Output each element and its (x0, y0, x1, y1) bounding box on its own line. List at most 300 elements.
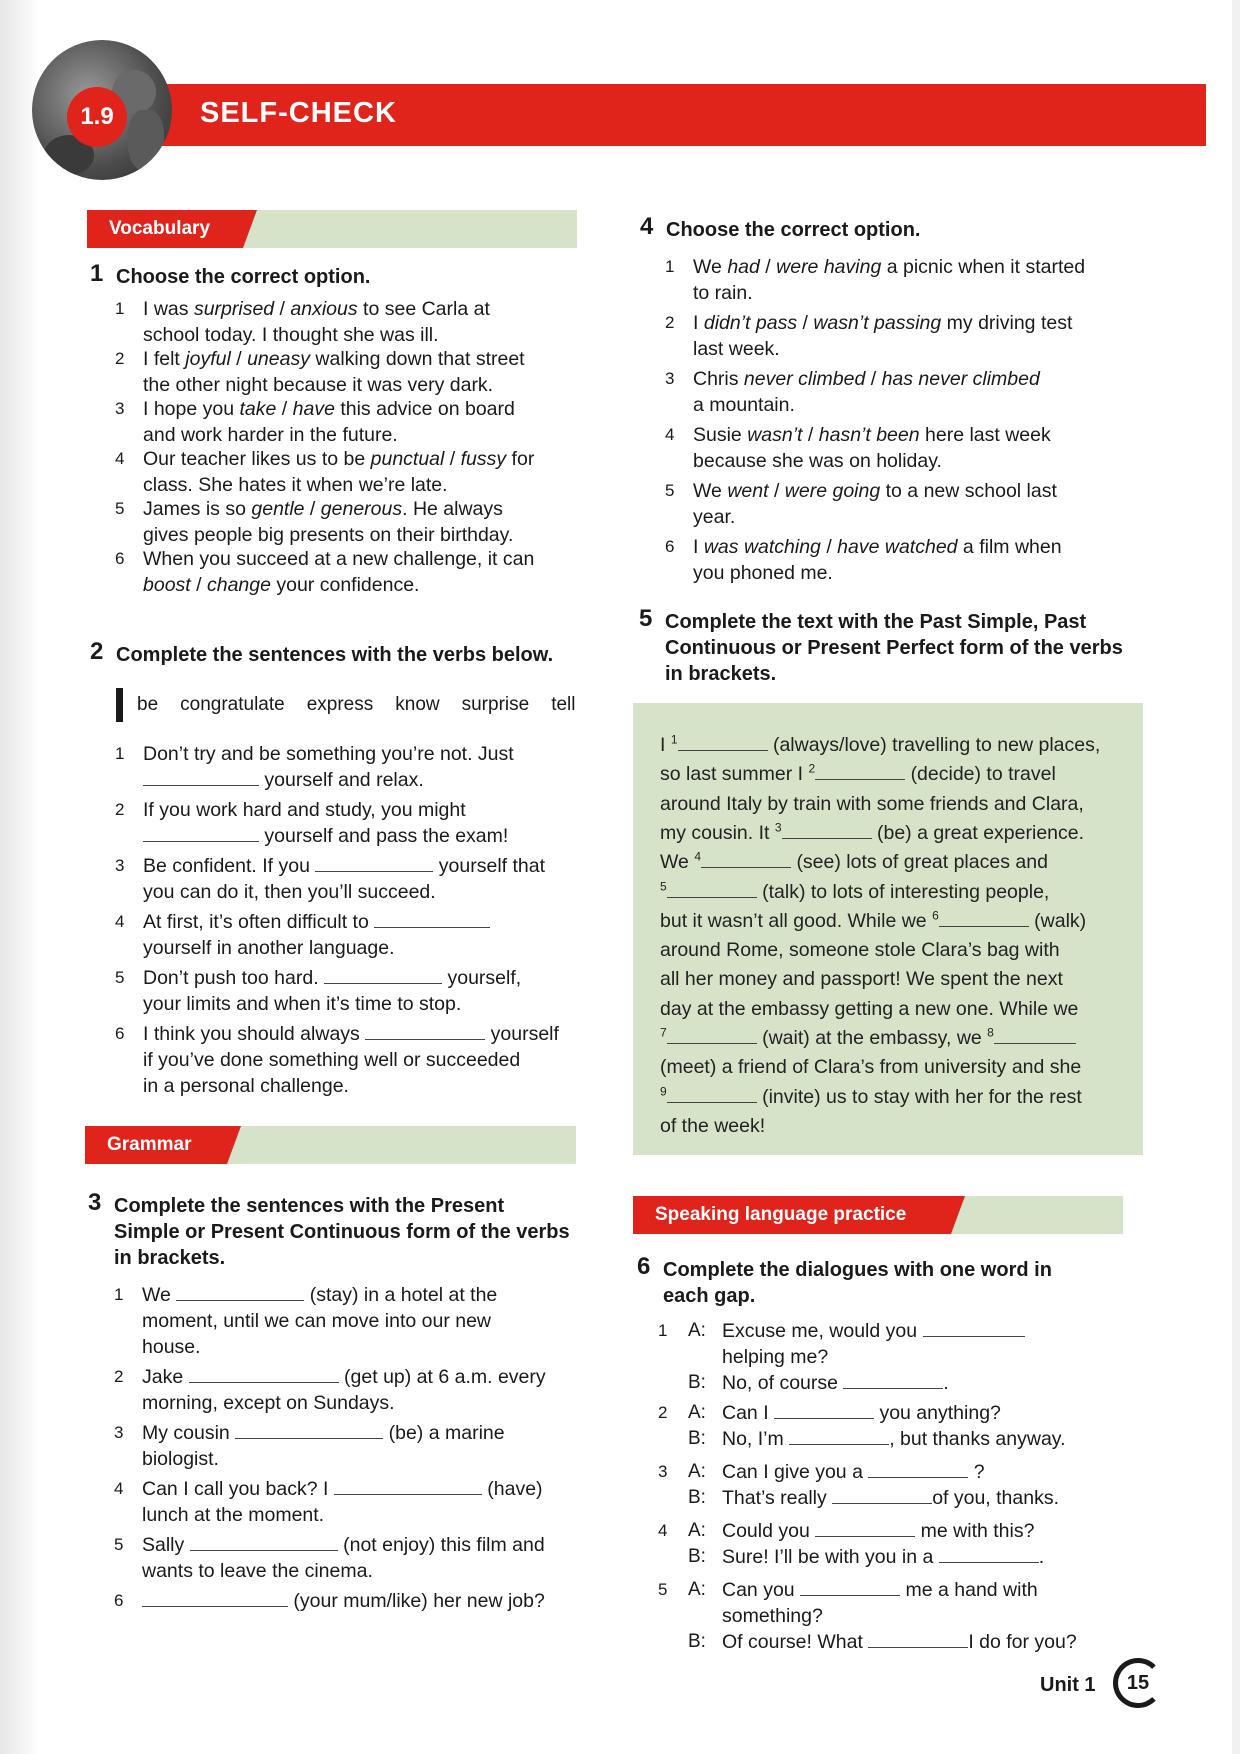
option-a: gentle (251, 498, 305, 520)
text-run: to rain. (693, 282, 753, 304)
speaker-a-line (688, 1518, 1044, 1544)
item-line (143, 767, 514, 793)
item-line (143, 797, 508, 823)
speaker-a-line (688, 1400, 1066, 1426)
item-number: 2 (115, 800, 125, 819)
option-b: generous (320, 498, 403, 520)
exercise-item (114, 1364, 546, 1416)
text-run: your confidence. (270, 574, 420, 596)
word-bank-word: express (306, 694, 374, 715)
item-line (143, 1073, 559, 1099)
text-run: of you, thanks. (932, 1487, 1060, 1509)
text-run: I was (143, 298, 194, 320)
text-run: (talk) to lots of interesting people, (762, 880, 1050, 903)
item-line (142, 1446, 505, 1472)
gap-number: 8 (987, 1025, 994, 1040)
exercise-3-title (88, 1189, 570, 1271)
exercise-instruction: Choose the correct option. (666, 219, 921, 241)
answer-gap[interactable] (176, 1286, 304, 1301)
text-run: We (693, 256, 728, 278)
text-run: No, of course (722, 1372, 838, 1394)
text-run: / (797, 312, 814, 334)
text-run: I do for you? (968, 1631, 1077, 1653)
item-line (143, 741, 514, 767)
exercise-4-title (640, 213, 921, 243)
exercise-item (665, 366, 1040, 418)
speaker-b-line (688, 1426, 1066, 1452)
story-line (660, 908, 1086, 934)
text-run: and work harder in the future. (143, 424, 398, 446)
exercise-number: 6 (637, 1253, 651, 1280)
option-b: change (206, 574, 271, 596)
text-run: (walk) (1034, 909, 1087, 932)
story-line (660, 1054, 1081, 1080)
answer-gap[interactable] (143, 771, 259, 786)
item-line (693, 310, 1072, 336)
story-line (660, 1113, 765, 1139)
grammar-label: Grammar (85, 1126, 227, 1164)
answer-gap[interactable] (701, 853, 791, 868)
lesson-number-badge: 1.9 (67, 87, 127, 147)
item-line (693, 366, 1040, 392)
exercise-item (665, 534, 1062, 586)
answer-gap[interactable] (843, 1374, 943, 1389)
gap-number: 7 (660, 1025, 667, 1040)
word-bank-marker (116, 688, 123, 722)
gap-number: 1 (670, 732, 678, 747)
text-run: / (865, 368, 882, 390)
item-line (143, 496, 513, 522)
speaker-a: A: (688, 1461, 706, 1482)
text-run: lunch at the moment. (142, 1504, 325, 1526)
option-a: surprised (193, 298, 275, 320)
story-line (660, 791, 1084, 817)
exercise-item (115, 296, 490, 348)
item-number: 4 (115, 449, 125, 468)
text-run: something? (722, 1605, 823, 1627)
answer-gap[interactable] (815, 765, 905, 780)
text-run: all her money and passport! We spent the next (660, 968, 1063, 991)
exercise-item (115, 965, 522, 1017)
text-run: (always/love) travelling to new places, (772, 734, 1101, 756)
exercise-item (665, 478, 1057, 530)
item-line (142, 1390, 546, 1416)
answer-gap[interactable] (667, 1088, 757, 1103)
text-run: last week. (693, 338, 780, 360)
option-b: were going (784, 480, 881, 502)
gap-number: 2 (808, 761, 816, 776)
text-run: (be) a marine (388, 1422, 505, 1444)
word-bank-word: tell (551, 694, 576, 715)
exercise-item (665, 422, 1051, 474)
answer-gap[interactable] (832, 1489, 932, 1504)
story-line (660, 937, 1060, 963)
text-run: At first, it’s often difficult to (143, 911, 369, 933)
grammar-section-bar (85, 1126, 576, 1164)
item-line (142, 1282, 497, 1308)
text-run: Chris (693, 368, 744, 390)
text-run: a mountain. (693, 394, 795, 416)
text-run: a picnic when it started (881, 256, 1086, 278)
text-run: No, I’m (722, 1428, 784, 1450)
exercise-item (665, 254, 1086, 306)
option-a: went (727, 480, 769, 502)
speaker-a: A: (688, 1320, 706, 1341)
text-run: . (1038, 1546, 1045, 1568)
answer-gap[interactable] (324, 969, 442, 984)
exercise-item (114, 1420, 505, 1472)
item-line (693, 448, 1051, 474)
answer-gap[interactable] (789, 1430, 889, 1445)
text-run: me with this? (920, 1520, 1035, 1542)
exercise-number: 1 (90, 260, 104, 287)
text-run: your limits and when it’s time to stop. (143, 993, 462, 1015)
item-number: 5 (115, 499, 125, 518)
item-line (693, 280, 1085, 306)
story-line (660, 820, 1084, 846)
story-line (660, 996, 1078, 1022)
text-run: , but thanks anyway. (889, 1428, 1066, 1450)
answer-gap[interactable] (142, 1592, 288, 1607)
item-line (693, 504, 1057, 530)
text-run: Can I give you a (722, 1461, 863, 1483)
answer-gap[interactable] (334, 1480, 482, 1495)
text-run: day at the embassy getting a new one. While we (660, 997, 1079, 1020)
option-b: has never climbed (881, 368, 1040, 390)
story-line (660, 732, 1100, 758)
text-run: I (693, 312, 704, 334)
story-line (660, 849, 1048, 875)
exercise-item (114, 1532, 545, 1584)
option-a: never climbed (743, 368, 866, 390)
text-run: (your mum/like) her new job? (293, 1590, 545, 1612)
text-run: Our teacher likes us to be (143, 448, 371, 470)
answer-gap[interactable] (678, 736, 768, 751)
item-number: 4 (658, 1521, 668, 1540)
text-run: a film when (957, 536, 1062, 558)
item-line (693, 478, 1057, 504)
story-line (660, 966, 1063, 992)
exercise-number: 2 (90, 638, 104, 665)
text-run: Could you (722, 1520, 810, 1542)
item-number: 1 (115, 744, 125, 763)
item-line (143, 1021, 559, 1047)
answer-gap[interactable] (315, 857, 433, 872)
item-number: 2 (114, 1367, 124, 1386)
speaker-a: A: (688, 1402, 706, 1423)
answer-gap[interactable] (667, 1029, 757, 1044)
story-line (660, 761, 1056, 787)
exercise-instruction-line: in brackets. (665, 663, 777, 685)
option-b: hasn’t been (818, 424, 920, 446)
item-line (693, 534, 1062, 560)
item-number: 5 (658, 1580, 668, 1599)
answer-gap[interactable] (190, 1536, 338, 1551)
answer-gap[interactable] (939, 912, 1029, 927)
option-b: have (292, 398, 335, 420)
text-run: year. (693, 506, 736, 528)
text-run: biologist. (142, 1448, 219, 1470)
text-run: (decide) to travel (910, 763, 1056, 786)
exercise-item (115, 346, 525, 398)
option-b: were having (776, 256, 882, 278)
exercise-instruction-line: Simple or Present Continuous form of the verbs (114, 1221, 570, 1243)
answer-gap[interactable] (374, 913, 490, 928)
text-run: Can I call you back? I (142, 1478, 329, 1500)
item-line (143, 546, 534, 572)
text-run: walking down that street (309, 348, 525, 370)
text-run: around Rome, someone stole Clara’s bag with (660, 939, 1060, 962)
option-b: uneasy (247, 348, 310, 370)
text-run: / (802, 424, 819, 446)
text-run: yourself (490, 1023, 559, 1045)
text-run: moment, until we can move into our new (142, 1310, 492, 1332)
page-title: SELF-CHECK (200, 97, 397, 129)
text-run: We (142, 1284, 171, 1306)
word-bank-word: be (137, 694, 159, 715)
speaker-a: A: (688, 1579, 706, 1600)
item-line (143, 296, 490, 322)
text-run: Susie (693, 424, 748, 446)
answer-gap[interactable] (143, 827, 259, 842)
item-line (143, 346, 525, 372)
text-run: I felt (143, 348, 186, 370)
page-edge (1232, 0, 1240, 1754)
text-run: the other night because it was very dark. (143, 374, 494, 396)
item-number: 2 (115, 349, 125, 368)
item-number: 6 (665, 537, 675, 556)
speaker-a: A: (688, 1520, 706, 1541)
item-line (693, 336, 1072, 362)
text-run: yourself and relax. (264, 769, 424, 791)
dialogue (658, 1400, 1066, 1452)
text-run: (not enjoy) this film and (343, 1534, 545, 1556)
gap-number: 5 (660, 879, 667, 893)
item-number: 2 (665, 313, 675, 332)
word-bank-word: know (395, 694, 440, 715)
answer-gap[interactable] (868, 1463, 968, 1478)
text-run: Don’t push too hard. (143, 967, 319, 989)
text-run: yourself and pass the exam! (264, 825, 509, 847)
exercise-item (665, 310, 1073, 362)
item-number: 3 (114, 1423, 124, 1442)
speaker-b: B: (688, 1372, 706, 1393)
item-line (143, 853, 545, 879)
item-line (143, 991, 521, 1017)
item-line (143, 823, 508, 849)
text-run: you anything? (879, 1402, 1001, 1424)
text-run: I hope you (143, 398, 240, 420)
text-run: (wait) at the embassy, we (762, 1027, 988, 1049)
text-run: Can I (722, 1402, 769, 1424)
speaker-b-line (688, 1370, 1025, 1396)
text-run: yourself, (447, 967, 522, 989)
speaker-a-line (688, 1318, 1025, 1344)
item-number: 6 (115, 1024, 125, 1043)
text-run: helping me? (722, 1346, 829, 1368)
item-line (693, 422, 1051, 448)
text-run: in a personal challenge. (143, 1075, 349, 1097)
option-b: wasn’t passing (813, 312, 942, 334)
answer-gap[interactable] (235, 1424, 383, 1439)
item-line (143, 396, 515, 422)
answer-gap[interactable] (800, 1581, 900, 1596)
gap-number: 9 (660, 1084, 667, 1099)
item-number: 1 (115, 299, 125, 318)
speaker-b: B: (688, 1631, 706, 1652)
answer-gap[interactable] (939, 1548, 1039, 1563)
item-line (693, 254, 1085, 280)
option-a: wasn’t (747, 424, 803, 446)
answer-gap[interactable] (868, 1633, 968, 1648)
exercise-instruction-line: Continuous or Present Perfect form of the verbs (665, 637, 1123, 659)
item-number: 3 (115, 856, 125, 875)
gap-number: 4 (694, 849, 702, 864)
answer-gap[interactable] (782, 824, 872, 839)
option-b: anxious (290, 298, 358, 320)
text-run: this advice on board (334, 398, 515, 420)
text-run: of the week! (660, 1114, 766, 1137)
item-number: 5 (665, 481, 675, 500)
text-run: (be) a great experience. (876, 821, 1085, 844)
text-run: We (693, 480, 728, 502)
answer-gap[interactable] (994, 1029, 1076, 1044)
item-number: 1 (665, 257, 675, 276)
item-line (143, 522, 513, 548)
text-run: Sally (142, 1534, 185, 1556)
text-run: / (444, 448, 461, 470)
word-bank-word: surprise (461, 694, 530, 715)
gap-number: 6 (932, 908, 939, 923)
text-run: so last summer I (660, 763, 809, 786)
text-run: yourself that (438, 855, 546, 877)
text-run: you can do it, then you’ll succeed. (143, 881, 436, 903)
item-number: 1 (658, 1321, 668, 1340)
dialogue-line (722, 1344, 1025, 1370)
page-number: 15 (1113, 1658, 1163, 1708)
text-run: I (660, 734, 671, 756)
dialogue (658, 1318, 1025, 1396)
text-run: you phoned me. (693, 562, 833, 584)
answer-gap[interactable] (923, 1322, 1025, 1337)
dialogue (658, 1518, 1045, 1570)
item-line (142, 1308, 497, 1334)
dialogue-line (722, 1603, 1077, 1629)
speaker-b: B: (688, 1487, 706, 1508)
item-line (142, 1420, 505, 1446)
text-run: I (693, 536, 704, 558)
text-run: Excuse me, would you (722, 1320, 918, 1342)
item-line (142, 1588, 545, 1614)
text-run: my cousin. It (660, 821, 775, 844)
exercise-instruction-line: each gap. (663, 1285, 756, 1307)
item-number: 3 (665, 369, 675, 388)
answer-gap[interactable] (667, 883, 757, 898)
text-run: Sure! I’ll be with you in a (722, 1546, 934, 1568)
item-line (693, 560, 1062, 586)
word-bank (116, 687, 597, 723)
item-line (143, 935, 490, 961)
text-run: class. She hates it when we’re late. (143, 474, 448, 496)
item-line (143, 322, 490, 348)
exercise-item (115, 909, 490, 961)
speaking-label: Speaking language practice (633, 1196, 951, 1234)
speaker-b-line (688, 1544, 1045, 1570)
text-run: / (768, 480, 785, 502)
exercise-instruction: Complete the sentences with the verbs below. (116, 644, 554, 666)
exercise-instruction-line: Complete the text with the Past Simple, Past (665, 611, 1087, 633)
text-run: / (759, 256, 777, 278)
item-number: 4 (115, 912, 125, 931)
text-run: to a new school last (880, 480, 1057, 502)
text-run: around Italy by train with some friends and Clara, (660, 792, 1084, 815)
item-line (142, 1364, 546, 1390)
item-number: 4 (114, 1479, 124, 1498)
unit-label: Unit 1 (1040, 1674, 1096, 1696)
option-a: punctual (370, 448, 445, 470)
story-line (660, 879, 1049, 905)
item-number: 3 (115, 399, 125, 418)
item-line (143, 909, 490, 935)
text-run: When you succeed at a new challenge, it can (143, 548, 535, 570)
text-run: Can you (722, 1579, 795, 1601)
text-run: because she was on holiday. (693, 450, 942, 472)
item-line (143, 472, 534, 498)
exercise-instruction: Choose the correct option. (116, 266, 371, 288)
text-run: Be confident. If you (143, 855, 310, 877)
story-line (660, 1025, 1076, 1051)
text-run: me a hand with (905, 1579, 1038, 1601)
answer-gap[interactable] (815, 1522, 915, 1537)
text-run: (see) lots of great places and (796, 851, 1048, 874)
text-run: my driving test (941, 312, 1073, 334)
text-run: . (943, 1372, 949, 1394)
item-number: 3 (658, 1462, 668, 1481)
item-number: 5 (115, 968, 125, 987)
option-a: joyful (185, 348, 231, 370)
option-a: was watching (703, 536, 821, 558)
answer-gap[interactable] (189, 1368, 339, 1383)
item-line (142, 1532, 545, 1558)
item-line (142, 1334, 497, 1360)
answer-gap[interactable] (365, 1025, 485, 1040)
text-run: I think you should always (143, 1023, 360, 1045)
text-run: (get up) at 6 a.m. every (344, 1366, 546, 1388)
text-run: Of course! What (722, 1631, 863, 1653)
text-run: Don’t try and be something you’re not. Just (143, 743, 514, 765)
story-line (660, 1084, 1082, 1110)
option-b: fussy (460, 448, 507, 470)
dialogue (658, 1459, 1060, 1511)
text-run: school today. I thought she was ill. (143, 324, 439, 346)
text-run: here last week (919, 424, 1051, 446)
text-run: gives people big presents on their birthday. (143, 524, 514, 546)
vocabulary-label: Vocabulary (87, 210, 243, 248)
exercise-item (115, 853, 546, 905)
text-run: (meet) a friend of Clara’s from university and she (660, 1056, 1082, 1079)
text-run: / (230, 348, 248, 370)
vocabulary-section-bar (87, 210, 577, 248)
text-run: James is so (143, 498, 252, 520)
item-line (143, 446, 534, 472)
item-line (142, 1476, 543, 1502)
answer-gap[interactable] (774, 1404, 874, 1419)
text-run: We (660, 851, 695, 874)
text-run: for (506, 448, 535, 470)
exercise-item (114, 1476, 543, 1528)
text-run: (stay) in a hotel at the (309, 1284, 498, 1306)
word-bank-word: congratulate (180, 694, 285, 715)
